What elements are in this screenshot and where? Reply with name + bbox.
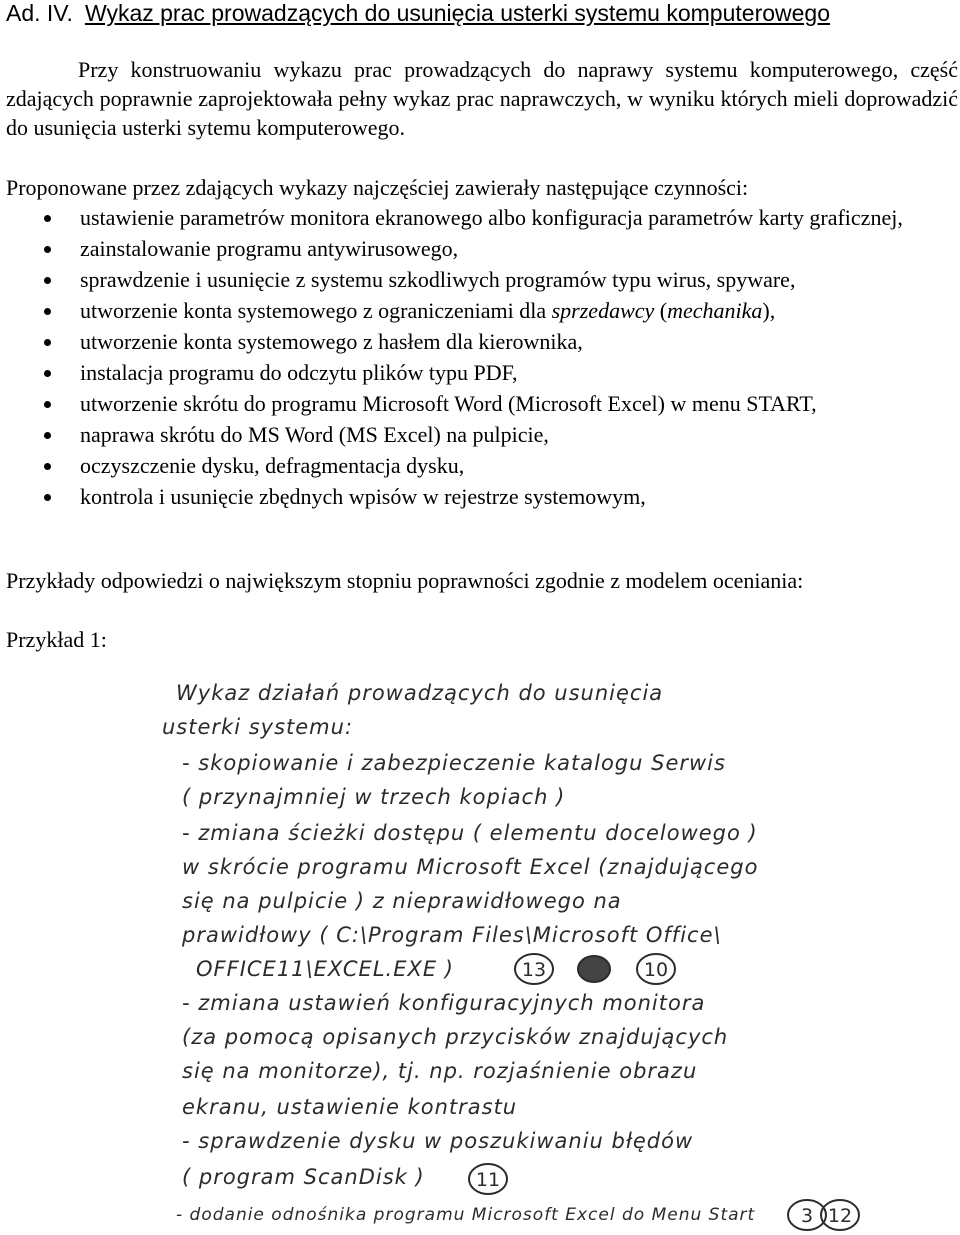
section-heading — [6, 0, 830, 26]
list-item — [0, 420, 958, 449]
handwritten-line: ( przynajmniej w trzech kopiach ) — [182, 785, 566, 809]
bullet-icon — [44, 463, 51, 470]
handwritten-line: OFFICE11\EXCEL.EXE ) — [196, 957, 454, 981]
bullet-icon — [44, 432, 51, 439]
handwritten-answer-scan — [104, 680, 860, 1232]
list-item-text: utworzenie konta systemowego z ograniczeniami dla — [80, 298, 552, 323]
handwritten-line: (za pomocą opisanych przycisków znajdujących — [182, 1025, 729, 1049]
list-item-text: utworzenie konta systemowego z hasłem dla kierownika, — [80, 329, 583, 354]
handwritten-line: w skrócie programu Microsoft Excel (znajdującego — [182, 855, 759, 879]
handwritten-line: - zmiana ścieżki dostępu ( elementu docelowego ) — [182, 821, 758, 845]
list-item — [0, 203, 958, 232]
handwritten-line: Wykaz działań prowadzących do usunięcia — [176, 681, 664, 705]
bullet-icon — [44, 246, 51, 253]
list-item-text: oczyszczenie dysku, defragmentacja dysku, — [80, 453, 465, 478]
handwritten-line: się na monitorze), tj. np. rozjaśnienie obrazu — [182, 1059, 698, 1083]
circled-mark-number: 12 — [827, 1205, 853, 1227]
list-item — [0, 296, 958, 325]
circled-mark-number: 11 — [475, 1169, 501, 1191]
list-item — [0, 482, 958, 511]
handwritten-line: usterki systemu: — [162, 715, 354, 739]
bullet-icon — [44, 339, 51, 346]
list-item — [0, 451, 958, 480]
list-item-text: ), — [762, 298, 776, 323]
list-item — [0, 234, 958, 263]
example-label: Przykład 1: — [6, 627, 107, 652]
handwritten-line: - skopiowanie i zabezpieczenie katalogu Serwis — [182, 751, 726, 775]
handwritten-line: prawidłowy ( C:\Program Files\Microsoft Office\ — [182, 923, 722, 947]
list-item-emphasis: mechanika — [667, 298, 763, 323]
list-item-text: ustawienie parametrów monitora ekranowego albo konfiguracja parametrów karty graficznej, — [80, 205, 903, 230]
handwritten-line: - sprawdzenie dysku w poszukiwaniu błędów — [182, 1129, 694, 1153]
circled-mark-number: 3 — [800, 1205, 814, 1227]
intro-paragraph: Przy konstruowaniu wykazu prac prowadzących do naprawy systemu komputerowego, część zdających poprawnie zaprojektowała pełny wykaz prac naprawczych, w wyniku których mieli doprowadzić do usunięcia usterki sytemu komputerowego. — [6, 57, 958, 140]
handwritten-line: - zmiana ustawień konfiguracyjnych monitora — [182, 991, 706, 1015]
list-item-text: instalacja programu do odczytu plików typu PDF, — [80, 360, 518, 385]
handwritten-line: ekranu, ustawienie kontrastu — [182, 1095, 518, 1119]
scribble-mark — [578, 956, 610, 982]
list-item-emphasis: sprzedawcy — [551, 298, 655, 323]
handwritten-line: się na pulpicie ) z nieprawidłowego na — [182, 889, 622, 913]
list-item — [0, 327, 958, 356]
bullet-icon — [44, 308, 51, 315]
handwriting-image — [104, 680, 860, 1232]
list-item — [0, 358, 958, 387]
section-number: Ad. IV. — [6, 0, 73, 26]
list-item-text: ( — [654, 298, 668, 323]
list-item-text: sprawdzenie i usunięcie z systemu szkodliwych programów typu wirus, spyware, — [80, 267, 796, 292]
list-item-text: zainstalowanie programu antywirusowego, — [80, 236, 459, 261]
bullet-icon — [44, 215, 51, 222]
list-item-text: naprawa skrótu do MS Word (MS Excel) na pulpicie, — [80, 422, 549, 447]
list-item — [0, 389, 958, 418]
bullet-icon — [44, 370, 51, 377]
list-item — [0, 265, 958, 294]
section-title: Wykaz prac prowadzących do usunięcia usterki systemu komputerowego — [84, 0, 831, 26]
tasks-intro-paragraph: Proponowane przez zdających wykazy najczęściej zawierały następujące czynności: — [6, 175, 749, 200]
bullet-icon — [44, 401, 51, 408]
examples-intro: Przykłady odpowiedzi o największym stopniu poprawności zgodnie z modelem oceniania: — [6, 568, 804, 593]
handwritten-line: - dodanie odnośnika programu Microsoft Excel do Menu Start — [176, 1205, 756, 1225]
bullet-icon — [44, 494, 51, 501]
list-item-text: utworzenie skrótu do programu Microsoft Word (Microsoft Excel) w menu START, — [80, 391, 817, 416]
circled-mark-number: 13 — [521, 959, 547, 981]
handwritten-line: ( program ScanDisk ) — [182, 1165, 425, 1189]
circled-mark-number: 10 — [643, 959, 669, 981]
list-item-text: kontrola i usunięcie zbędnych wpisów w rejestrze systemowym, — [80, 484, 646, 509]
bullet-icon — [44, 277, 51, 284]
task-list — [0, 203, 958, 513]
